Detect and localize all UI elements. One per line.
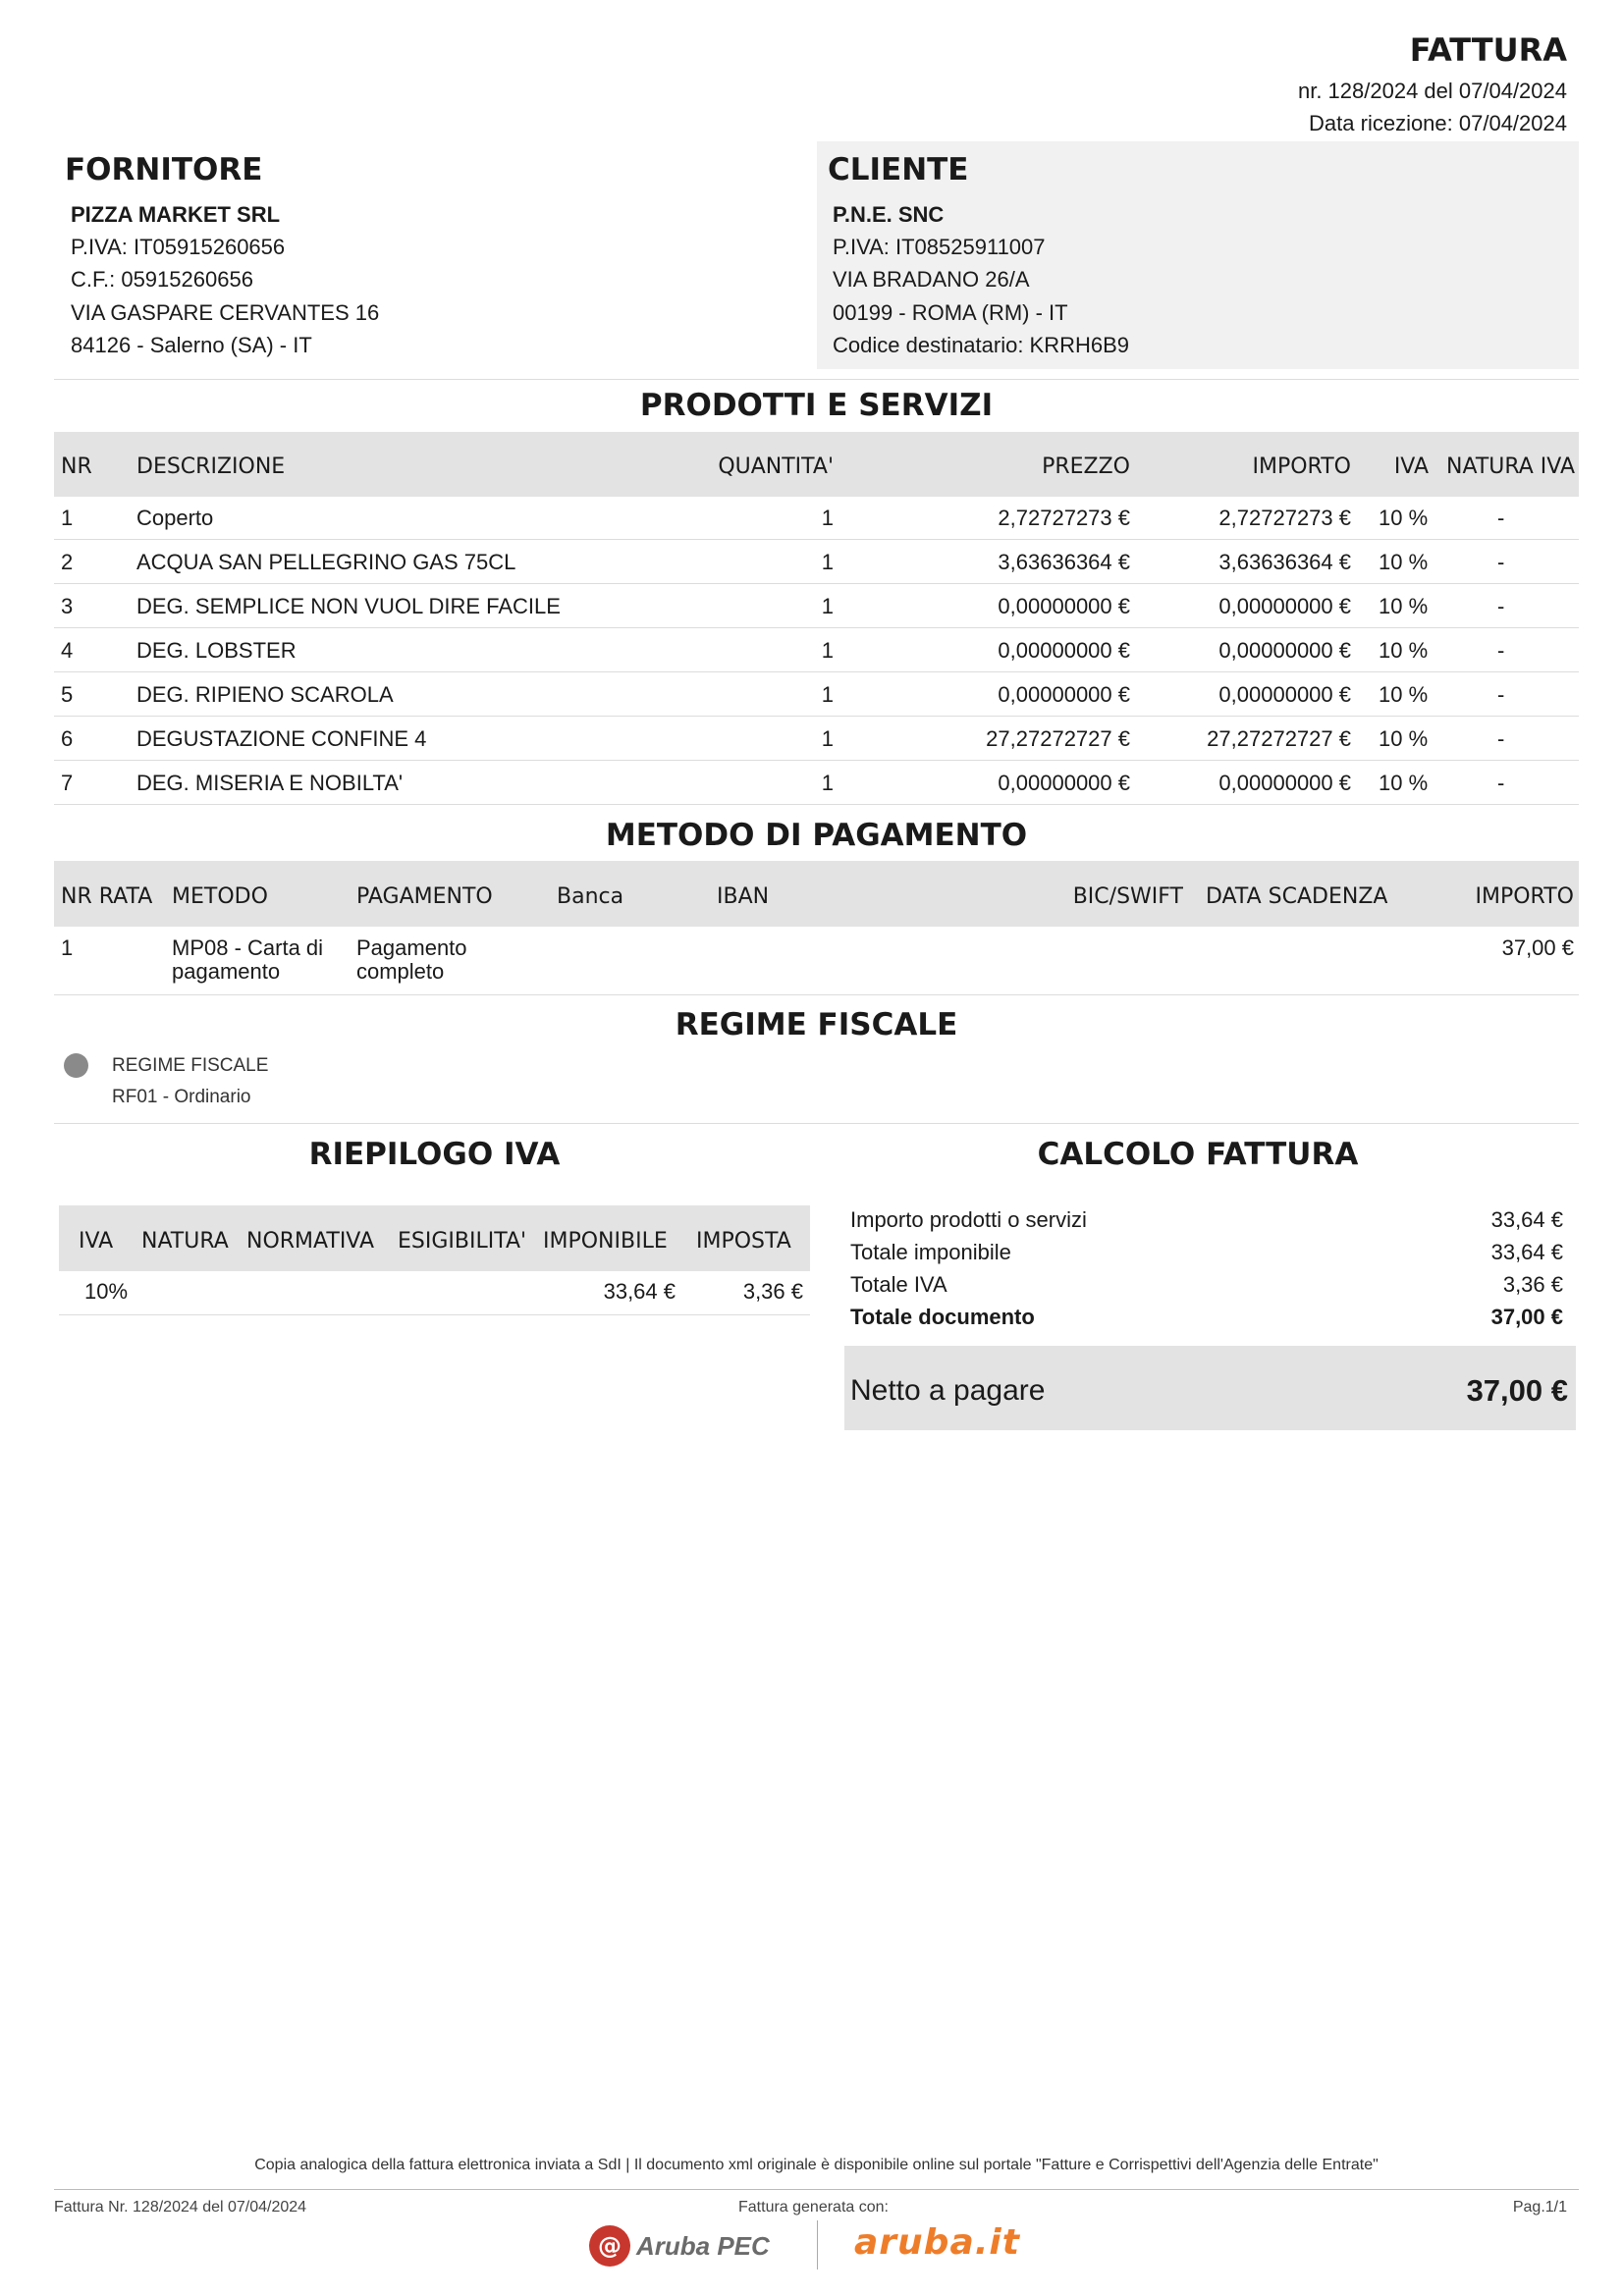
product-nr: 2 <box>61 550 74 574</box>
col-quantita: QUANTITA' <box>718 454 834 479</box>
product-description: Coperto <box>136 506 214 530</box>
calc-heading: CALCOLO FATTURA <box>1037 1137 1359 1172</box>
product-description: DEGUSTAZIONE CONFINE 4 <box>136 726 427 751</box>
product-amount: 27,27272727 € <box>1207 726 1351 751</box>
pay-row-payment-2: completo <box>356 959 445 984</box>
pay-row-payment-1: Pagamento <box>356 935 467 960</box>
iva-col-natura: NATURA <box>141 1229 229 1254</box>
table-row-divider <box>54 627 1579 628</box>
product-price: 2,72727273 € <box>998 506 1130 530</box>
product-natura-iva: - <box>1497 682 1505 707</box>
col-natura-iva: NATURA IVA <box>1446 454 1575 479</box>
aruba-pec-text: Aruba PEC <box>636 2230 770 2261</box>
product-amount: 0,00000000 € <box>1218 594 1351 618</box>
pay-row-amount: 37,00 € <box>1501 935 1574 960</box>
product-iva: 10 % <box>1379 550 1429 574</box>
pay-col-banca: Banca <box>557 884 624 909</box>
divider <box>54 994 1579 995</box>
divider <box>54 1123 1579 1124</box>
iva-col-imposta: IMPOSTA <box>696 1229 791 1254</box>
logo-separator <box>817 2220 818 2269</box>
product-quantity: 1 <box>821 682 834 707</box>
product-quantity: 1 <box>821 550 834 574</box>
pay-col-metodo: METODO <box>172 884 268 909</box>
product-natura-iva: - <box>1497 594 1505 618</box>
invoice-number: nr. 128/2024 del 07/04/2024 <box>1297 79 1567 103</box>
client-piva: P.IVA: IT08525911007 <box>833 235 1046 259</box>
product-natura-iva: - <box>1497 771 1505 795</box>
calc-line-label: Totale IVA <box>850 1272 947 1297</box>
product-iva: 10 % <box>1379 682 1429 707</box>
col-descrizione: DESCRIZIONE <box>136 454 286 479</box>
table-row-divider <box>54 583 1579 584</box>
pay-col-bic: BIC/SWIFT <box>1072 884 1183 909</box>
calc-line-label: Totale imponibile <box>850 1240 1011 1264</box>
product-description: DEG. LOBSTER <box>136 638 297 663</box>
client-address: VIA BRADANO 26/A <box>833 267 1030 292</box>
product-quantity: 1 <box>821 594 834 618</box>
iva-row-imposta: 3,36 € <box>742 1279 803 1304</box>
product-price: 27,27272727 € <box>986 726 1130 751</box>
product-description: DEG. MISERIA E NOBILTA' <box>136 771 404 795</box>
product-price: 0,00000000 € <box>998 771 1130 795</box>
calc-line-value: 33,64 € <box>1490 1240 1563 1264</box>
iva-row-rate: 10% <box>84 1279 129 1304</box>
col-nr: NR <box>61 454 92 479</box>
client-city: 00199 - ROMA (RM) - IT <box>833 300 1068 325</box>
pay-col-importo: IMPORTO <box>1475 884 1574 909</box>
bullet-icon <box>64 1053 88 1078</box>
col-prezzo: PREZZO <box>1042 454 1130 479</box>
col-iva: IVA <box>1393 454 1429 479</box>
product-price: 0,00000000 € <box>998 682 1130 707</box>
product-quantity: 1 <box>821 506 834 530</box>
footer-generated: Fattura generata con: <box>738 2199 889 2216</box>
calc-line-label: Totale documento <box>850 1305 1035 1329</box>
product-quantity: 1 <box>821 638 834 663</box>
product-description: DEG. SEMPLICE NON VUOL DIRE FACILE <box>136 594 561 618</box>
product-description: ACQUA SAN PELLEGRINO GAS 75CL <box>136 550 516 574</box>
pay-row-method-2: pagamento <box>172 959 281 984</box>
product-nr: 6 <box>61 726 74 751</box>
product-price: 0,00000000 € <box>998 638 1130 663</box>
client-name: P.N.E. SNC <box>833 202 945 227</box>
footer-page: Pag.1/1 <box>1512 2199 1567 2216</box>
pay-row-nr: 1 <box>61 935 74 960</box>
pay-col-nr: NR RATA <box>61 884 153 909</box>
client-code: Codice destinatario: KRRH6B9 <box>833 333 1130 357</box>
product-amount: 2,72727273 € <box>1218 506 1351 530</box>
product-iva: 10 % <box>1379 594 1429 618</box>
aruba-pec-seal-icon: @ <box>589 2225 630 2267</box>
table-row-divider <box>54 671 1579 672</box>
product-price: 3,63636364 € <box>998 550 1130 574</box>
col-importo: IMPORTO <box>1252 454 1351 479</box>
product-iva: 10 % <box>1379 771 1429 795</box>
product-quantity: 1 <box>821 726 834 751</box>
product-natura-iva: - <box>1497 726 1505 751</box>
divider <box>59 1314 810 1315</box>
products-heading: PRODOTTI E SERVIZI <box>639 388 994 423</box>
table-row-divider <box>54 716 1579 717</box>
pay-col-scadenza: DATA SCADENZA <box>1206 884 1388 909</box>
iva-col-esigibilita: ESIGIBILITA' <box>398 1229 527 1254</box>
calc-line-value: 3,36 € <box>1502 1272 1563 1297</box>
aruba-it-logo: aruba.it <box>854 2222 1020 2263</box>
table-row-divider <box>54 760 1579 761</box>
calc-line-value: 33,64 € <box>1490 1207 1563 1232</box>
product-amount: 3,63636364 € <box>1218 550 1351 574</box>
received-date: Data ricezione: 07/04/2024 <box>1309 111 1567 135</box>
product-nr: 7 <box>61 771 74 795</box>
product-amount: 0,00000000 € <box>1218 682 1351 707</box>
regime-heading: REGIME FISCALE <box>675 1007 958 1042</box>
product-amount: 0,00000000 € <box>1218 638 1351 663</box>
divider <box>54 379 1579 380</box>
footer-divider <box>54 2189 1579 2190</box>
iva-col-imponibile: IMPONIBILE <box>543 1229 668 1254</box>
supplier-cf: C.F.: 05915260656 <box>71 267 253 292</box>
calc-line-value: 37,00 € <box>1490 1305 1563 1329</box>
supplier-heading: FORNITORE <box>65 152 263 187</box>
product-description: DEG. RIPIENO SCAROLA <box>136 682 394 707</box>
table-row-divider <box>54 804 1579 805</box>
product-iva: 10 % <box>1379 726 1429 751</box>
supplier-address: VIA GASPARE CERVANTES 16 <box>71 300 380 325</box>
table-row-divider <box>54 539 1579 540</box>
product-natura-iva: - <box>1497 638 1505 663</box>
supplier-name: PIZZA MARKET SRL <box>71 202 281 227</box>
net-label: Netto a pagare <box>850 1374 1046 1407</box>
iva-col-iva: IVA <box>79 1229 114 1254</box>
pay-col-pagamento: PAGAMENTO <box>356 884 493 909</box>
supplier-piva: P.IVA: IT05915260656 <box>71 235 286 259</box>
document-title: FATTURA <box>1409 31 1567 69</box>
product-quantity: 1 <box>821 771 834 795</box>
calc-line-label: Importo prodotti o servizi <box>850 1207 1087 1232</box>
footer-note: Copia analogica della fattura elettronica inviata a SdI | Il documento xml originale è disponibile online sul portale "Fatture e Corrispettivi dell'Agenzia delle Entrate" <box>254 2157 1379 2173</box>
net-value: 37,00 € <box>1466 1373 1568 1408</box>
supplier-city: 84126 - Salerno (SA) - IT <box>71 333 312 357</box>
aruba-pec-logo <box>589 2224 770 2268</box>
product-nr: 4 <box>61 638 74 663</box>
regime-value: RF01 - Ordinario <box>112 1087 251 1107</box>
iva-row-imponibile: 33,64 € <box>603 1279 676 1304</box>
client-heading: CLIENTE <box>828 152 969 187</box>
product-nr: 5 <box>61 682 74 707</box>
footer-invoice-ref: Fattura Nr. 128/2024 del 07/04/2024 <box>54 2199 307 2216</box>
pay-col-iban: IBAN <box>717 884 770 909</box>
product-natura-iva: - <box>1497 506 1505 530</box>
product-iva: 10 % <box>1379 638 1429 663</box>
regime-label: REGIME FISCALE <box>112 1055 269 1076</box>
product-nr: 1 <box>61 506 74 530</box>
product-price: 0,00000000 € <box>998 594 1130 618</box>
product-natura-iva: - <box>1497 550 1505 574</box>
iva-summary-heading: RIEPILOGO IVA <box>308 1137 561 1172</box>
payment-heading: METODO DI PAGAMENTO <box>605 818 1028 853</box>
iva-col-normativa: NORMATIVA <box>246 1229 375 1254</box>
product-iva: 10 % <box>1379 506 1429 530</box>
pay-row-method-1: MP08 - Carta di <box>172 935 324 960</box>
product-amount: 0,00000000 € <box>1218 771 1351 795</box>
product-nr: 3 <box>61 594 74 618</box>
